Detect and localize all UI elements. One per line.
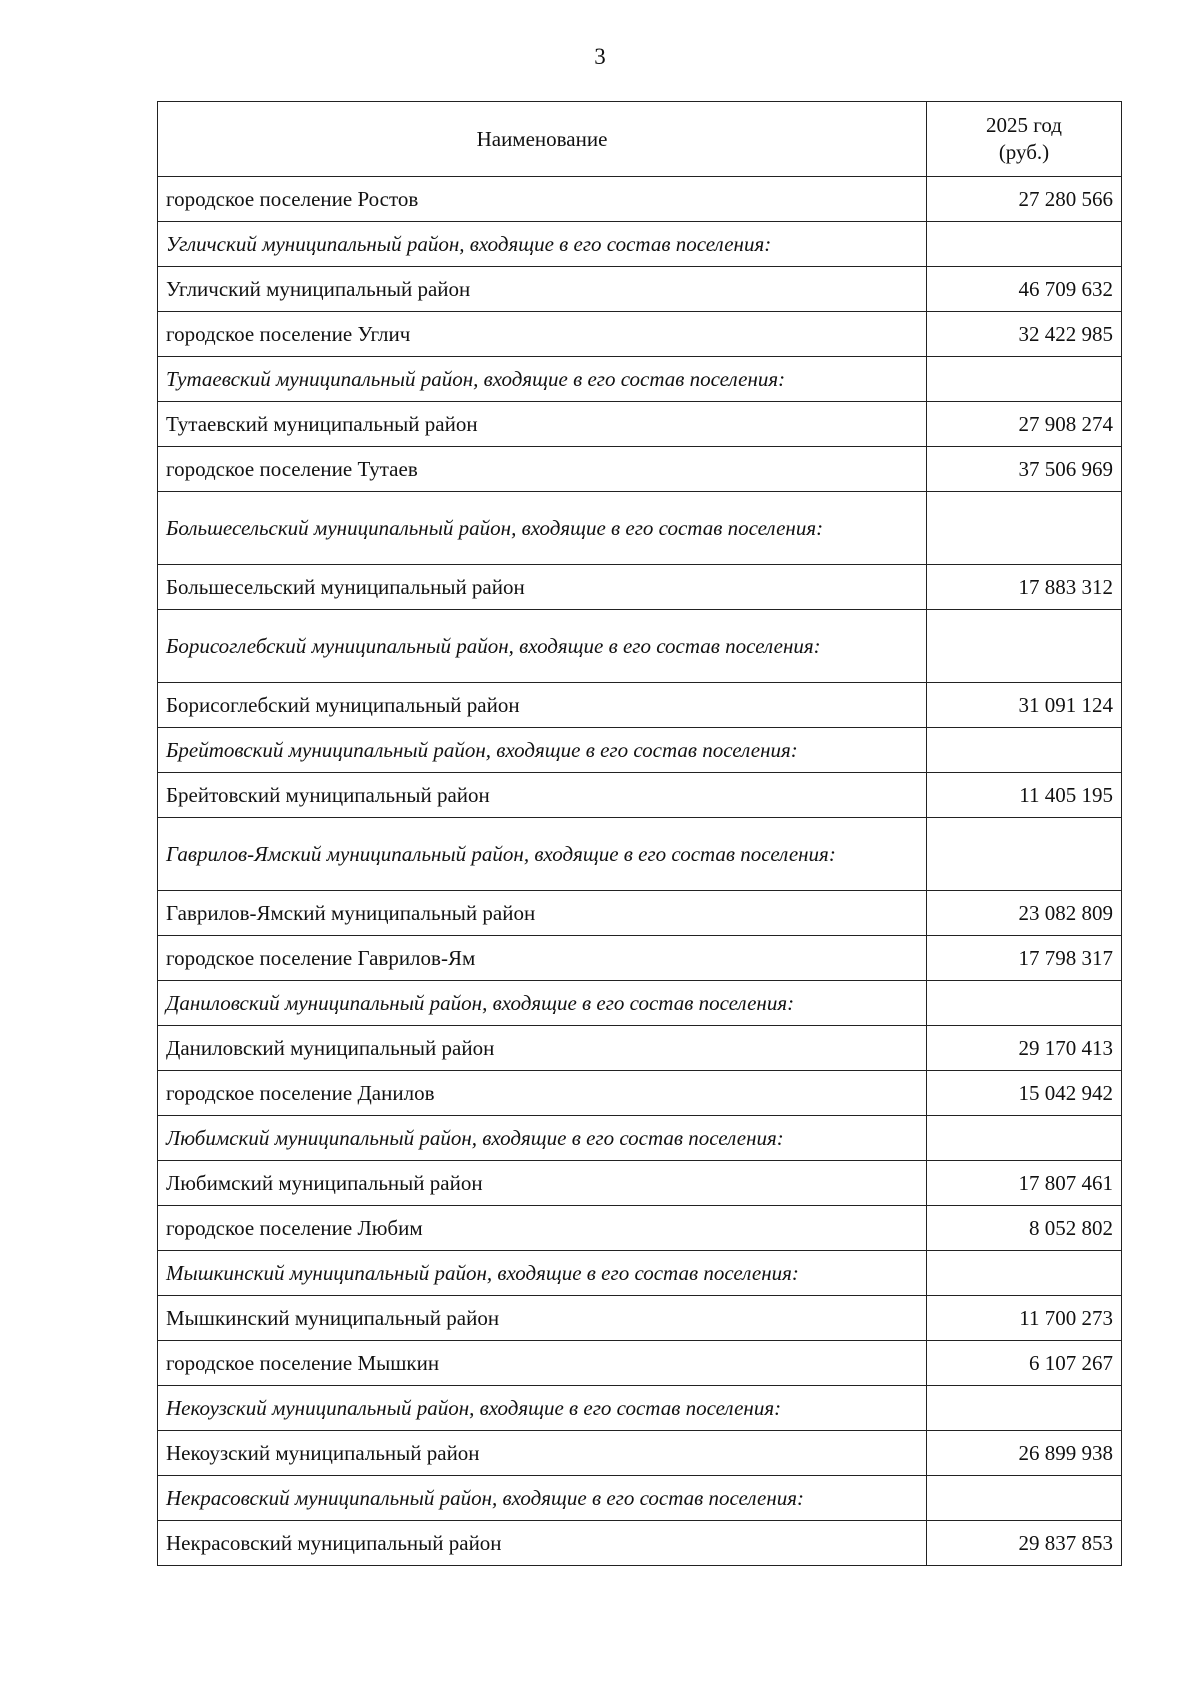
row-value-cell: 23 082 809 — [927, 891, 1122, 936]
row-value-cell: 26 899 938 — [927, 1431, 1122, 1476]
row-value-cell — [927, 728, 1122, 773]
table-row — [158, 610, 1122, 683]
row-value-cell — [927, 818, 1122, 891]
row-value-cell: 17 798 317 — [927, 936, 1122, 981]
table-row — [158, 1026, 1122, 1071]
row-value-cell — [927, 610, 1122, 683]
row-value-cell: 29 837 853 — [927, 1521, 1122, 1566]
row-value-cell — [927, 492, 1122, 565]
table-row — [158, 1116, 1122, 1161]
row-value-cell — [927, 1386, 1122, 1431]
table-row — [158, 1296, 1122, 1341]
row-name-cell: Угличский муниципальный район — [158, 267, 927, 312]
row-value-cell — [927, 981, 1122, 1026]
row-name-cell: городское поселение Тутаев — [158, 447, 927, 492]
row-value-cell — [927, 1476, 1122, 1521]
group-heading-cell: Борисоглебский муниципальный район, входящие в его состав поселения: — [158, 610, 927, 683]
row-name-cell: Большесельский муниципальный район — [158, 565, 927, 610]
table-row — [158, 312, 1122, 357]
table-row — [158, 402, 1122, 447]
table-row — [158, 222, 1122, 267]
table-row — [158, 1161, 1122, 1206]
table-row — [158, 1206, 1122, 1251]
row-value-cell: 32 422 985 — [927, 312, 1122, 357]
budget-table — [157, 101, 1122, 1566]
row-name-cell: Даниловский муниципальный район — [158, 1026, 927, 1071]
row-value-cell — [927, 1116, 1122, 1161]
row-name-cell: Некоузский муниципальный район — [158, 1431, 927, 1476]
table-row — [158, 177, 1122, 222]
row-value-cell: 6 107 267 — [927, 1341, 1122, 1386]
table-row — [158, 683, 1122, 728]
table-header — [158, 102, 1122, 177]
group-heading-cell: Брейтовский муниципальный район, входящие в его состав поселения: — [158, 728, 927, 773]
row-name-cell: Некрасовский муниципальный район — [158, 1521, 927, 1566]
table-row — [158, 357, 1122, 402]
group-heading-cell: Угличский муниципальный район, входящие в его состав поселения: — [158, 222, 927, 267]
row-value-cell: 17 807 461 — [927, 1161, 1122, 1206]
group-heading-cell: Мышкинский муниципальный район, входящие в его состав поселения: — [158, 1251, 927, 1296]
table-body — [158, 177, 1122, 1566]
row-name-cell: Гаврилов-Ямский муниципальный район — [158, 891, 927, 936]
header-name: Наименование — [158, 102, 927, 177]
table-row — [158, 1431, 1122, 1476]
table-row — [158, 1476, 1122, 1521]
row-value-cell: 27 908 274 — [927, 402, 1122, 447]
group-heading-cell: Большесельский муниципальный район, входящие в его состав поселения: — [158, 492, 927, 565]
table-row — [158, 1071, 1122, 1116]
row-value-cell: 8 052 802 — [927, 1206, 1122, 1251]
row-value-cell: 17 883 312 — [927, 565, 1122, 610]
table-row — [158, 267, 1122, 312]
page-number: 3 — [594, 44, 606, 69]
table-row — [158, 1521, 1122, 1566]
group-heading-cell: Гаврилов-Ямский муниципальный район, входящие в его состав поселения: — [158, 818, 927, 891]
table-row — [158, 981, 1122, 1026]
group-heading-cell: Некрасовский муниципальный район, входящие в его состав поселения: — [158, 1476, 927, 1521]
table-row — [158, 818, 1122, 891]
row-value-cell — [927, 222, 1122, 267]
group-heading-cell: Любимский муниципальный район, входящие в его состав поселения: — [158, 1116, 927, 1161]
header-year-line1: 2025 год — [986, 113, 1062, 137]
row-value-cell — [927, 357, 1122, 402]
row-value-cell: 15 042 942 — [927, 1071, 1122, 1116]
header-year-line2: (руб.) — [998, 140, 1050, 164]
row-name-cell: городское поселение Ростов — [158, 177, 927, 222]
row-value-cell: 37 506 969 — [927, 447, 1122, 492]
row-value-cell: 27 280 566 — [927, 177, 1122, 222]
header-row — [158, 102, 1122, 177]
table-row — [158, 773, 1122, 818]
table-row — [158, 447, 1122, 492]
table-row — [158, 1251, 1122, 1296]
row-name-cell: городское поселение Углич — [158, 312, 927, 357]
table-row — [158, 1341, 1122, 1386]
row-name-cell: Тутаевский муниципальный район — [158, 402, 927, 447]
table-row — [158, 891, 1122, 936]
group-heading-cell: Некоузский муниципальный район, входящие в его состав поселения: — [158, 1386, 927, 1431]
table-row — [158, 936, 1122, 981]
row-name-cell: городское поселение Мышкин — [158, 1341, 927, 1386]
header-year — [927, 102, 1122, 177]
row-name-cell: Брейтовский муниципальный район — [158, 773, 927, 818]
table-row — [158, 492, 1122, 565]
group-heading-cell: Тутаевский муниципальный район, входящие в его состав поселения: — [158, 357, 927, 402]
row-value-cell: 31 091 124 — [927, 683, 1122, 728]
group-heading-cell: Даниловский муниципальный район, входящие в его состав поселения: — [158, 981, 927, 1026]
table-row — [158, 1386, 1122, 1431]
row-value-cell: 29 170 413 — [927, 1026, 1122, 1071]
row-name-cell: городское поселение Гаврилов-Ям — [158, 936, 927, 981]
row-value-cell: 11 700 273 — [927, 1296, 1122, 1341]
row-name-cell: Борисоглебский муниципальный район — [158, 683, 927, 728]
row-name-cell: городское поселение Данилов — [158, 1071, 927, 1116]
table-row — [158, 565, 1122, 610]
row-value-cell — [927, 1251, 1122, 1296]
table-row — [158, 728, 1122, 773]
row-value-cell: 46 709 632 — [927, 267, 1122, 312]
row-value-cell: 11 405 195 — [927, 773, 1122, 818]
row-name-cell: городское поселение Любим — [158, 1206, 927, 1251]
row-name-cell: Любимский муниципальный район — [158, 1161, 927, 1206]
row-name-cell: Мышкинский муниципальный район — [158, 1296, 927, 1341]
